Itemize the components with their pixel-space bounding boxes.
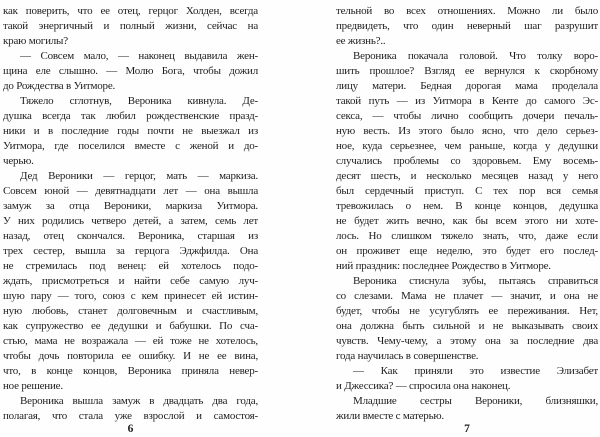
text-line: щина еле слышно. — Молю Бога, чтобы дожил [3,65,258,77]
text-line: Младшие сестры Вероники, близняшки, [353,395,598,407]
text-line: Вероника покачала головой. Что толку воро- [353,50,598,62]
text-line: шить прошлое? Взгляд ее вернулся к скорбному [336,65,598,77]
text-line: как супружество ее дедушки и бабушки. По сча- [3,320,258,332]
text-line: лицу матери. Бедная дорогая мама проделала [336,80,598,92]
text-line: ную весть. Из этого было ясно, что дело серьез- [336,125,598,137]
text-line: такой путь — из Уитмора в Кенте до самого Эс- [336,95,598,107]
text-line: лось. Но слишком тяжело знать, что, даже если [336,230,598,242]
text-line: Уитмора, где поселился вместе с женой и до- [3,140,258,152]
text-line: тельной во всех отношениях. Можно ли было [336,5,598,17]
text-line: такой энергичный и полный жизни, сейчас на [3,20,258,32]
text-line: будет, чтобы не усугублять ее переживания. Нет, [336,305,598,317]
text-line: не стремилась под венец: ей хотелось подо- [3,260,258,272]
text-line: У них родились четверо детей, а затем, семь лет [3,215,258,227]
text-line: ники и в последние годы почти не выезжал из [3,125,258,137]
text-line: ний праздник: последнее Рождество в Уитморе. [336,260,551,272]
text-line: Совсем юной — девятнадцати лет — она вышла [3,185,258,197]
text-line: Вероника стиснула зубы, пытаясь справиться [353,275,598,287]
page-number-right: 7 [464,423,470,435]
text-line: до Рождества в Уитморе. [3,80,116,92]
text-line: он проживет еще неделю, это будет его послед- [336,245,598,257]
text-line: тревожилась о нем. В конце концов, дедушка [336,200,598,212]
page-text-right [336,4,598,424]
text-line: шую пару — того, союз с кем принесет ей истин- [3,290,258,302]
page-text-left [3,4,258,424]
text-line: она должна быть сильной и не выказывать своих [336,320,598,332]
page-number-left: 6 [127,423,134,435]
text-line: не будет жить вечно, как бы всем этого ни хоте- [336,215,598,227]
text-line: Вероника вышла замуж в двадцать два года, [20,395,258,407]
text-line: жили вместе с матерью. [336,410,444,422]
text-line: ную любовь, станет долговечным и счастливым, [3,305,258,317]
text-line: десят шесть, и несколько месяцев назад у него [336,170,598,182]
text-line: ждать, присмотреться и найти себе самую луч- [3,275,258,287]
text-line: — Совсем мало, — наконец выдавила жен- [20,50,258,62]
text-line: — Как приняли это известие Элизабет [353,365,598,377]
text-line: Дед Вероники — герцог, мать — маркиза. [20,170,258,182]
text-line: ее жизнь?.. [336,35,386,47]
book-page-right [336,4,598,435]
book-page-left [3,4,258,435]
text-line: назад, отец скончался. Вероника, старшая из [3,230,258,242]
text-line: ное, куда серьезнее, чем раньше, когда у дедушки [336,140,598,152]
text-line: года научилась в совершенстве. [336,350,479,362]
text-line: и Джессика? — спросила она наконец. [336,380,511,392]
text-line: черью. [3,155,34,167]
text-line: как поверить, что ее отец, герцог Холден, всегда [3,5,258,17]
text-line: стью, мама не возражала — ей тоже не хотелось, [3,335,258,347]
text-line: чтобы дочь повторила ее ошибку. И не ее вина, [3,350,258,362]
text-line: замуж за отца Вероники, маркиза Уитмора. [3,200,258,212]
text-line: краю могилы? [3,35,68,47]
text-line: чувств. Чему-чему, а этому она за последние два [336,335,598,347]
text-line: душка всегда так любил рождественские празд- [3,110,258,122]
text-line: трех сестер, вышла за герцога Эджфилда. Она [3,245,258,257]
text-line: со слезами. Мама не плачет — значит, и она не [336,290,598,302]
text-line: был сердечный приступ. С тех пор вся семья [336,185,598,197]
text-line: случались проблемы со здоровьем. Ему восемь- [336,155,598,167]
text-line: предвидеть, что один неверный шаг разрушит [336,20,598,32]
text-line: Тяжело сглотнув, Вероника кивнула. Де- [20,95,258,107]
text-line: ное решение. [3,380,63,392]
text-line: полагая, что стала уже взрослой и самостоя- [3,410,258,422]
text-line: что, в конце концов, Вероника приняла невер- [3,365,258,377]
text-line: секса, — чтобы лично сообщить дочери печаль- [336,110,598,122]
